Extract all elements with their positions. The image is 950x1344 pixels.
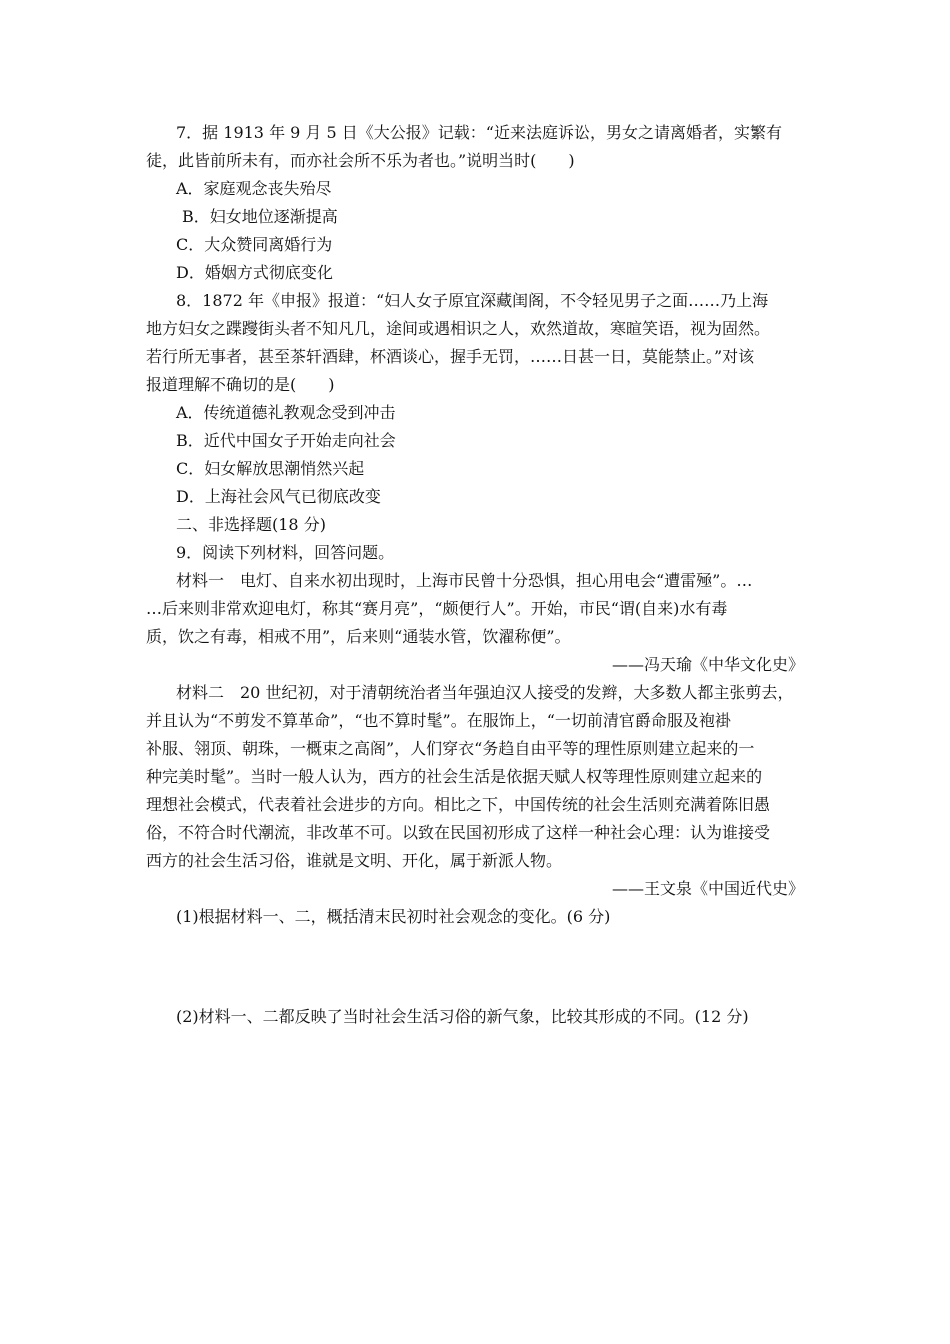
q8-stem-line-1: 8．1872 年《申报》报道：“妇人女子原宜深藏闺阁，不令轻见男子之面……乃上海 xyxy=(176,291,769,310)
material-2-source: ——王文泉《中国近代史》 xyxy=(611,879,804,898)
material-2-line-1: 材料二 20 世纪初，对于清朝统治者当年强迫汉人接受的发辫，大多数人都主张剪去， xyxy=(176,683,794,702)
section-heading: 二、非选择题(18 分) xyxy=(176,515,326,534)
q8-option-c: C．妇女解放思潮悄然兴起 xyxy=(176,459,365,478)
q7-option-a: A．家庭观念丧失殆尽 xyxy=(176,179,332,198)
q7-option-d: D．婚姻方式彻底变化 xyxy=(176,263,333,282)
q7-stem-line-2: 徒，此皆前所未有，而亦社会所不乐为者也。”说明当时( ) xyxy=(146,151,575,170)
material-1-line-1: 材料一 电灯、自来水初出现时，上海市民曾十分恐惧，担心用电会“遭雷殛”。… xyxy=(176,571,753,590)
q8-option-b: B．近代中国女子开始走向社会 xyxy=(176,431,396,450)
q8-stem-line-4: 报道理解不确切的是( ) xyxy=(146,375,335,394)
material-2-line-3: 补服、翎顶、朝珠，一概束之高阁”，人们穿衣“务趋自由平等的理性原则建立起来的一 xyxy=(146,739,755,758)
q7-stem-line-1: 7．据 1913 年 9 月 5 日《大公报》记载：“近来法庭诉讼，男女之请离婚者，实繁有 xyxy=(176,123,782,142)
material-2-line-5: 理想社会模式，代表着社会进步的方向。相比之下，中国传统的社会生活则充满着陈旧愚 xyxy=(146,795,771,814)
q8-option-a: A．传统道德礼教观念受到冲击 xyxy=(176,403,396,422)
q9-subquestion-1: (1)根据材料一、二，概括清末民初时社会观念的变化。(6 分) xyxy=(176,907,611,926)
material-2-line-6: 俗，不符合时代潮流，非改革不可。以致在民国初形成了这样一种社会心理：认为谁接受 xyxy=(146,823,771,842)
material-2-line-4: 种完美时髦”。当时一般人认为，西方的社会生活是依据天赋人权等理性原则建立起来的 xyxy=(146,767,763,786)
material-2-line-2: 并且认为“不剪发不算革命”，“也不算时髦”。在服饰上，“一切前清官爵命服及袍褂 xyxy=(146,711,731,730)
q7-option-c: C．大众赞同离婚行为 xyxy=(176,235,333,254)
material-1-source: ——冯天瑜《中华文化史》 xyxy=(611,655,804,674)
q7-option-b: B．妇女地位逐渐提高 xyxy=(182,207,338,226)
q9-stem: 9．阅读下列材料，回答问题。 xyxy=(176,543,395,562)
q8-option-d: D．上海社会风气已彻底改变 xyxy=(176,487,381,506)
q8-stem-line-2: 地方妇女之蹀躞街头者不知凡几，途间或遇相识之人，欢然道故，寒暄笑语，视为固然。 xyxy=(146,319,771,338)
q8-stem-line-3: 若行所无事者，甚至茶轩酒肆，杯酒谈心，握手无罚，……日甚一日，莫能禁止。”对该 xyxy=(146,347,755,366)
material-1-line-3: 质，饮之有毒，相戒不用”，后来则“通装水管，饮濯称便”。 xyxy=(146,627,571,646)
material-2-line-7: 西方的社会生活习俗，谁就是文明、开化，属于新派人物。 xyxy=(146,851,563,870)
material-1-line-2: …后来则非常欢迎电灯，称其“赛月亮”，“颇便行人”。开始，市民“谓(自来)水有毒 xyxy=(146,599,728,618)
q9-subquestion-2: (2)材料一、二都反映了当时社会生活习俗的新气象，比较其形成的不同。(12 分) xyxy=(176,1007,749,1026)
